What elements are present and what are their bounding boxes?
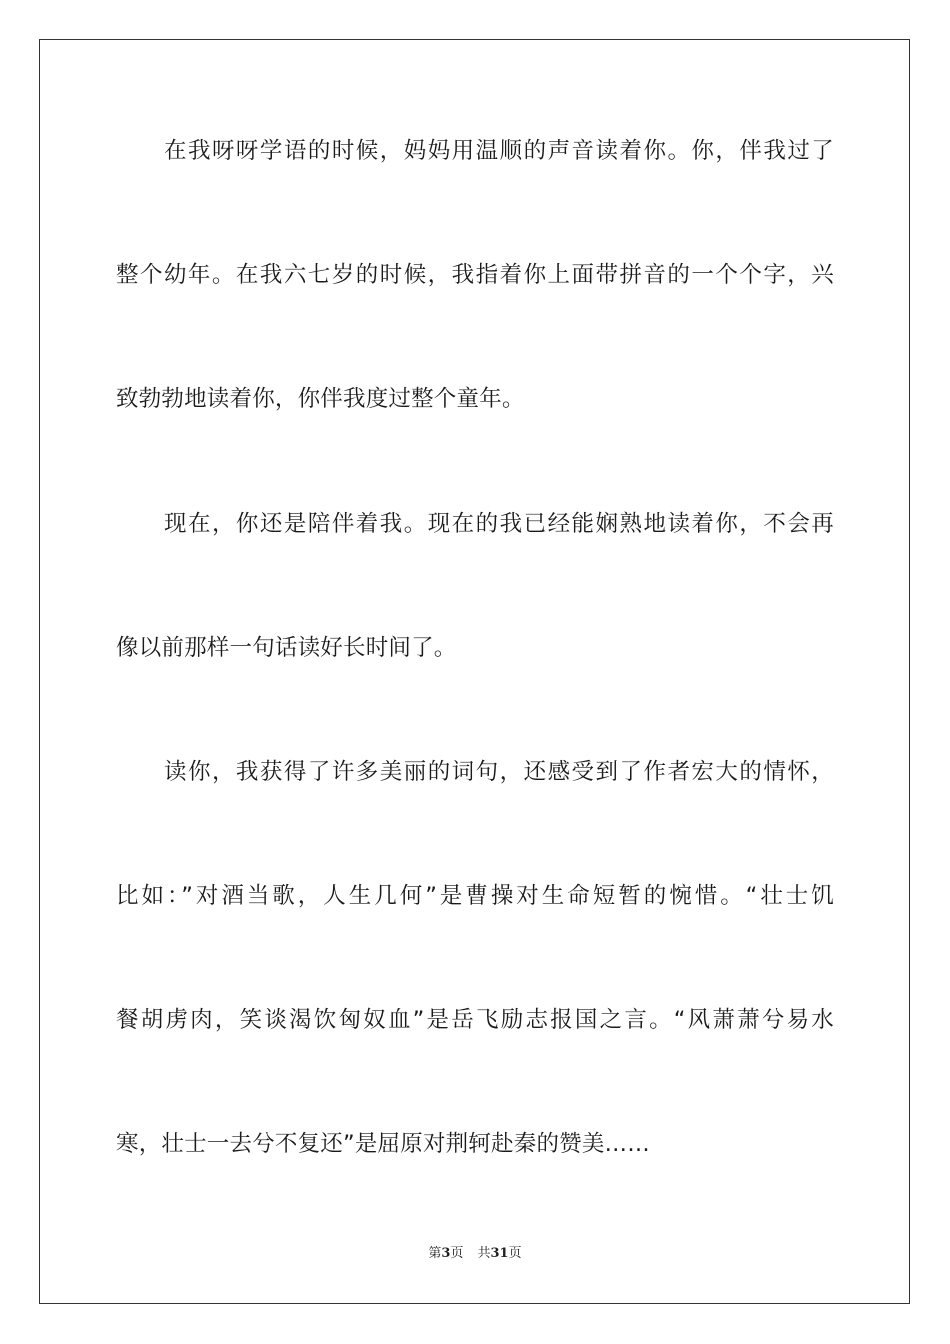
paragraph-2-line-1: 现在，你还是陪伴着我。现在的我已经能娴熟地读着你，不会再 bbox=[164, 511, 834, 537]
footer-page-total: 31 bbox=[490, 1246, 509, 1261]
paragraph-1-line-3: 致勃勃地读着你，你伴我度过整个童年。 bbox=[116, 386, 525, 412]
footer-total-prefix: 共 bbox=[477, 1246, 491, 1261]
paragraph-1-line-1: 在我呀呀学语的时候，妈妈用温顺的声音读着你。你，伴我过了 bbox=[164, 138, 834, 164]
paragraph-1-line-2: 整个幼年。在我六七岁的时候，我指着你上面带拼音的一个个字，兴 bbox=[116, 262, 834, 288]
paragraph-3-line-2: 比如：”对酒当歌，人生几何”是曹操对生命短暂的惋惜。“壮士饥 bbox=[116, 883, 834, 909]
footer-page-suffix: 页 bbox=[450, 1246, 464, 1261]
page-frame bbox=[39, 39, 910, 1304]
paragraph-3-line-1: 读你，我获得了许多美丽的词句，还感受到了作者宏大的情怀， bbox=[164, 759, 834, 785]
footer-page-prefix: 第 bbox=[428, 1246, 442, 1261]
page-footer bbox=[0, 1245, 950, 1263]
paragraph-2-line-2: 像以前那样一句话读好长时间了。 bbox=[116, 635, 457, 661]
paragraph-3-line-4: 寒，壮士一去兮不复还”是屈原对荆轲赴秦的赞美…… bbox=[116, 1131, 650, 1157]
footer-page-current: 3 bbox=[441, 1246, 451, 1261]
footer-total-suffix: 页 bbox=[508, 1246, 522, 1261]
paragraph-3-line-3: 餐胡虏肉，笑谈渴饮匈奴血”是岳飞励志报国之言。“风萧萧兮易水 bbox=[116, 1007, 834, 1033]
